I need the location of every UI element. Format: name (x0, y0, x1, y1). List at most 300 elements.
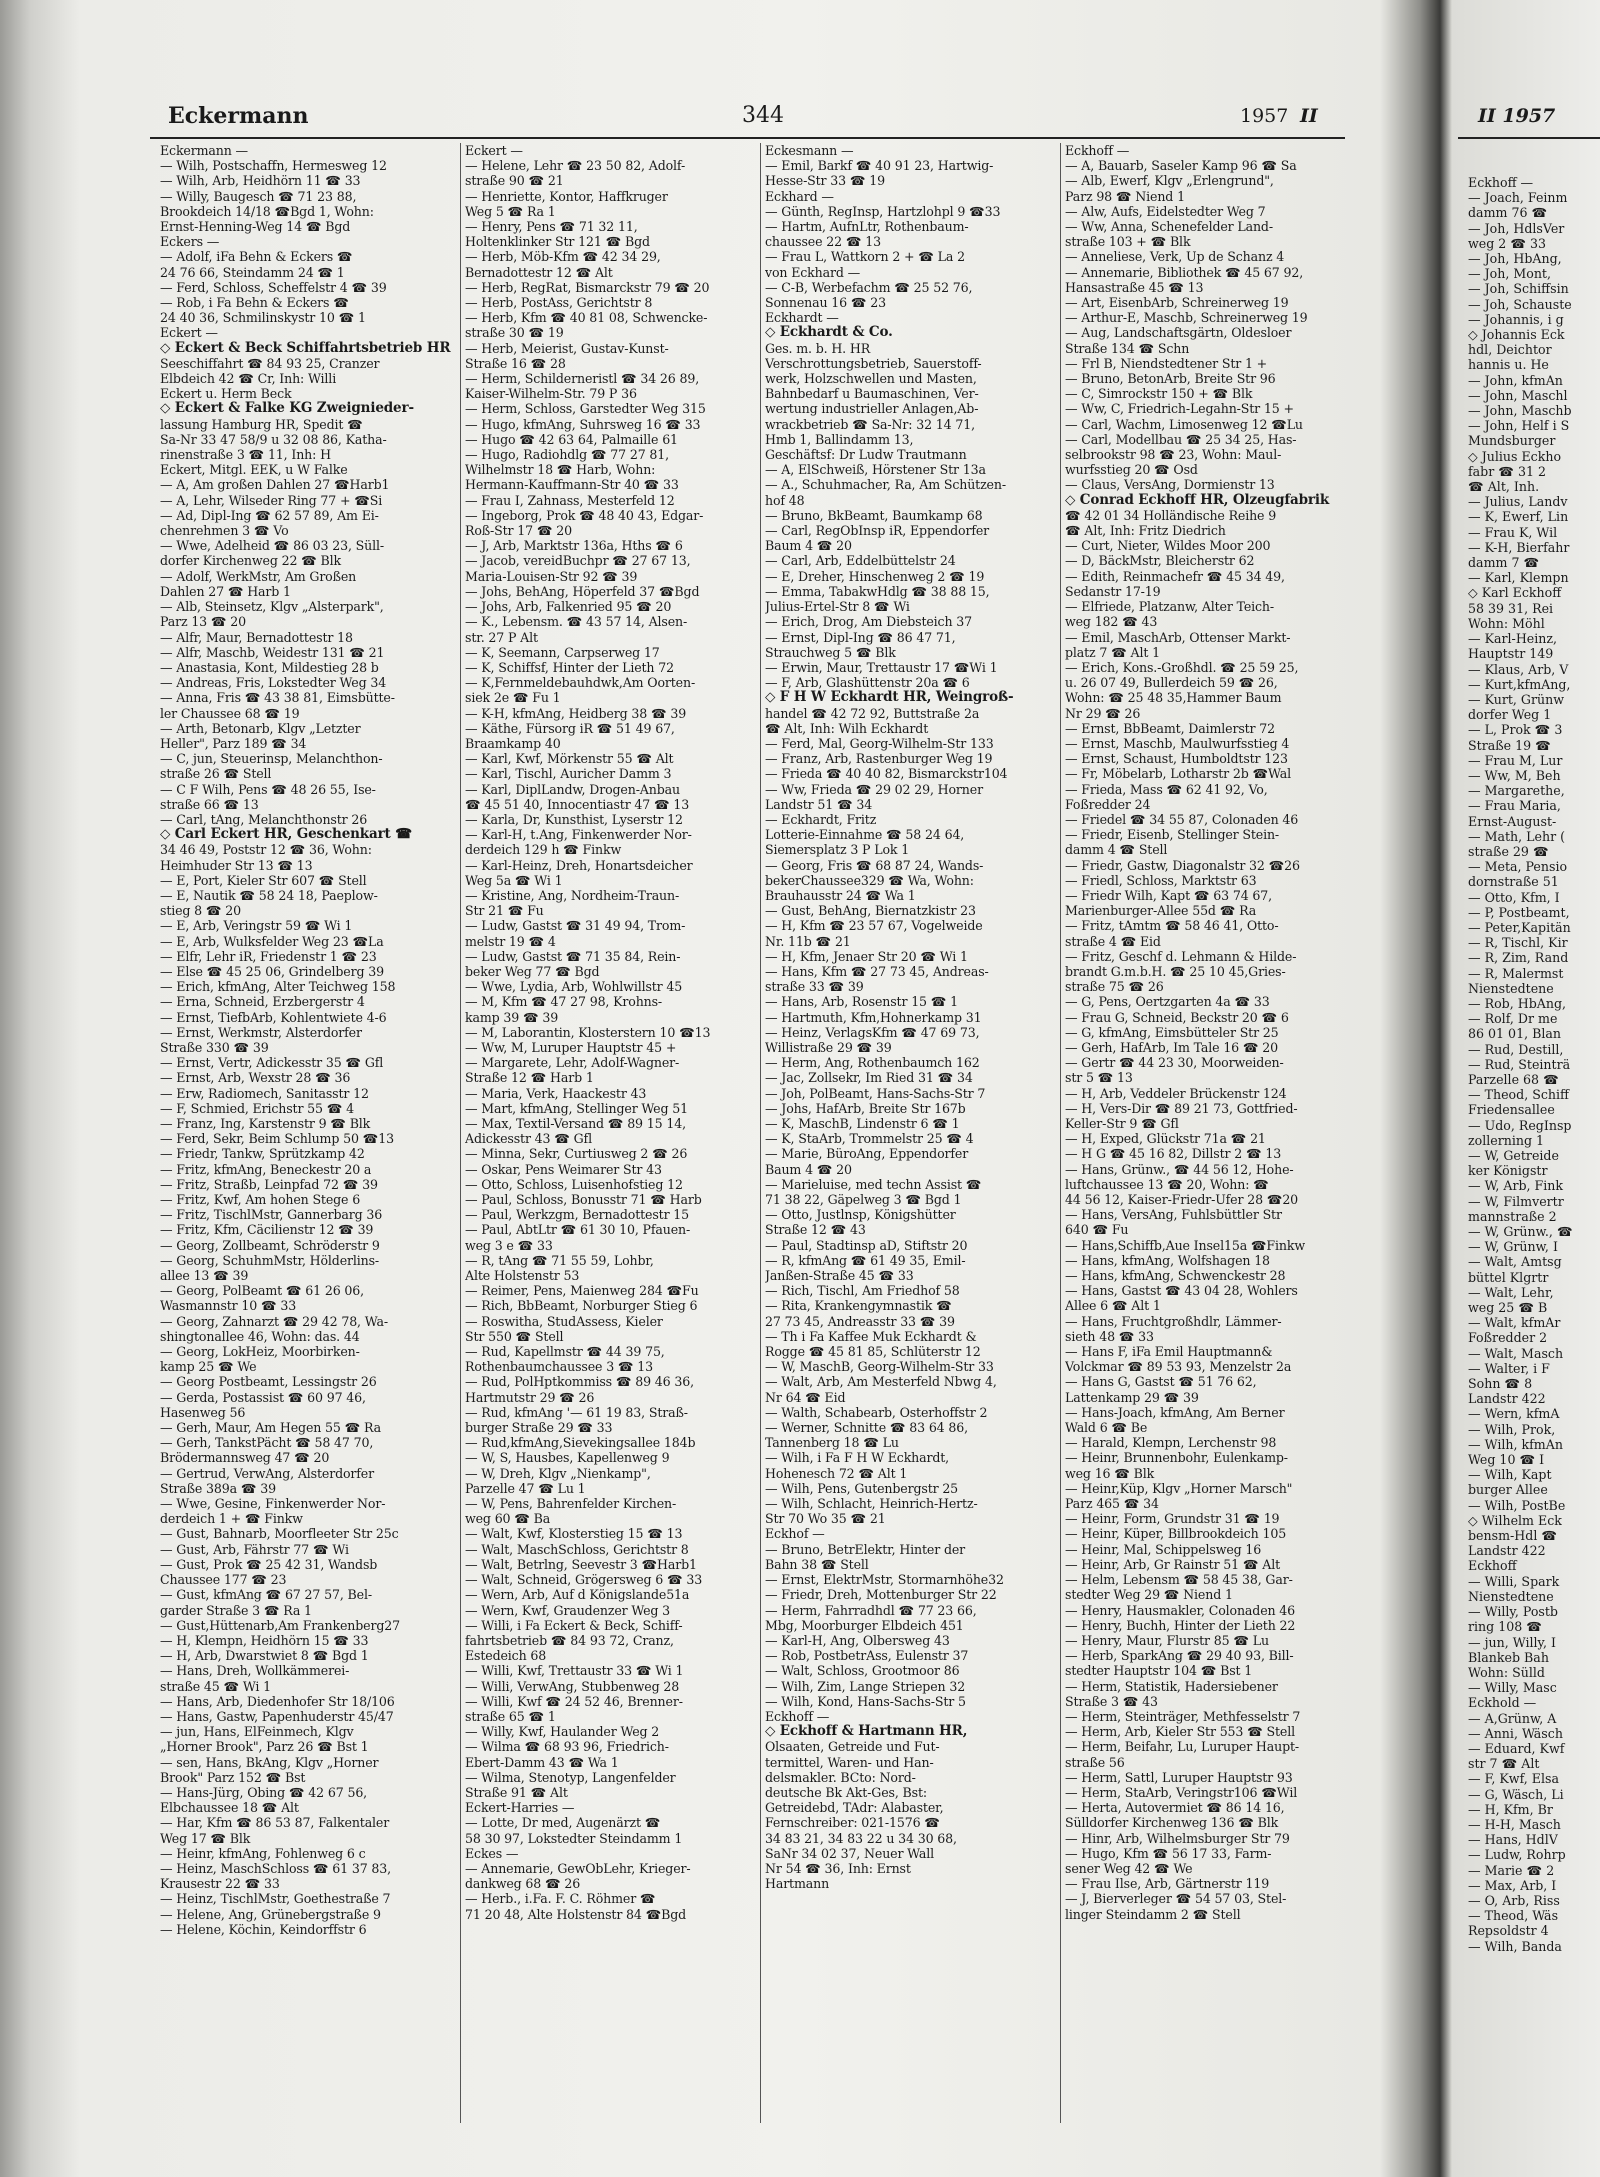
entry-line: — Else ☎ 45 25 06, Grindelberg 39 (160, 963, 384, 979)
entry-line: — Ernst, TiefbArb, Kohlentwiete 4-6 (160, 1009, 387, 1025)
entry-line: — Hugo, Radiohdlg ☎ 77 27 81, (465, 447, 669, 463)
entry-line: — Hans G, Gastst ☎ 51 76 62, (1065, 1374, 1257, 1390)
entry-line: chenrehmen 3 ☎ Vo (160, 523, 289, 539)
entry-line: — Carl, Arb, Eddelbüttelstr 24 (765, 553, 956, 569)
entry-line: — Karla, Dr, Kunsthist, Lyserstr 12 (465, 811, 683, 827)
entry-line: — Emil, MaschArb, Ottenser Markt- (1065, 629, 1291, 645)
entry-line: — Hans F, iFa Emil Hauptmann& (1065, 1344, 1273, 1360)
entry-line: — Wilh, Kapt (1468, 1467, 1552, 1483)
entry-line: — Fritz, Kfm, Cäcilienstr 12 ☎ 39 (160, 1222, 374, 1238)
entry-line: luftchaussee 13 ☎ 20, Wohn: ☎ (1065, 1176, 1269, 1192)
entry-line: — Walt, Betrlng, Seevestr 3 ☎Harb1 (465, 1556, 697, 1572)
entry-line: — Friedr, Eisenb, Stellinger Stein- (1065, 827, 1280, 843)
entry-line: — Hans, Gastw, Papenhuderstr 45/47 (160, 1708, 394, 1724)
entry-line: — Har, Kfm ☎ 86 53 87, Falkentaler (160, 1815, 390, 1831)
entry-line: Hansastraße 45 ☎ 13 (1065, 279, 1204, 295)
entry-line: — Heinr, Form, Grundstr 31 ☎ 19 (1065, 1511, 1280, 1527)
entry-line: — Walt, Masch (1468, 1345, 1564, 1361)
entry-line: — W, Pens, Bahrenfelder Kirchen- (465, 1496, 677, 1512)
entry-line: straße 45 ☎ Wi 1 (160, 1678, 272, 1694)
entry-line: str 5 ☎ 13 (1065, 1070, 1133, 1086)
entry-line: ☎ 45 51 40, Innocentiastr 47 ☎ 13 (465, 796, 690, 812)
entry-line: Weg 5 ☎ Ra 1 (465, 203, 556, 219)
entry-line: Straße 3 ☎ 43 (1065, 1693, 1158, 1709)
entry-line: dorfer Weg 1 (1468, 707, 1552, 723)
entry-line: — C, jun, Steuerinsp, Melanchthon- (160, 751, 383, 767)
entry-line: — Bruno, BkBeamt, Baumkamp 68 (765, 507, 983, 523)
entry-line: — Hans, Dreh, Wollkämmerei- (160, 1663, 350, 1679)
entry-line: Straße 12 ☎ Harb 1 (465, 1070, 594, 1086)
entry-line: Parz 13 ☎ 20 (160, 614, 247, 630)
entry-line: Alte Holstenstr 53 (465, 1268, 580, 1284)
entry-line: — O, Arb, Riss (1468, 1892, 1560, 1908)
volume-number: II (1300, 105, 1318, 127)
entry-line: weg 16 ☎ Blk (1065, 1465, 1155, 1481)
entry-line: — Hans, Gastst ☎ 43 04 28, Wohlers (1065, 1283, 1298, 1299)
entry-line: — Ww, Anna, Schenefelder Land- (1065, 219, 1273, 235)
entry-line: — Elfriede, Platzanw, Alter Teich- (1065, 599, 1274, 615)
entry-line: ◇ Karl Eckhoff (1468, 585, 1562, 601)
entry-line: Hmb 1, Ballindamm 13, (765, 431, 914, 447)
left-page (150, 95, 1390, 2125)
entry-line: — Wilh, PostBe (1468, 1497, 1566, 1513)
entry-line: — Georg, Zahnarzt ☎ 29 42 78, Wa- (160, 1313, 388, 1329)
entry-line: straße 103 + ☎ Blk (1065, 234, 1191, 250)
entry-line: deutsche Bk Akt-Ges, Bst: (765, 1784, 927, 1800)
entry-line: Getreidebd, TAdr: Alabaster, (765, 1800, 944, 1816)
entry-line: — Willi, Kwf, Trettaustr 33 ☎ Wi 1 (465, 1663, 684, 1679)
entry-line: — Hans, HdlV (1468, 1832, 1558, 1848)
entry-line: Verschrottungsbetrieb, Sauerstoff- (765, 355, 982, 371)
entry-line: — Karl-Heinz, (1468, 631, 1558, 647)
entry-line: ◇ Julius Eckho (1468, 448, 1562, 464)
entry-line: — E, Nautik ☎ 58 24 18, Paeplow- (160, 887, 378, 903)
entry-line: — Gerh, TankstPächt ☎ 58 47 70, (160, 1435, 374, 1451)
entry-line: — Johs, BehAng, Höperfeld 37 ☎Bgd (465, 583, 700, 599)
entry-line: Friedensallee (1468, 1102, 1555, 1118)
entry-line: ring 108 ☎ (1468, 1619, 1542, 1635)
entry-line: — Fritz, kfmAng, Beneckestr 20 a (160, 1161, 372, 1177)
entry-line: dorfer Kirchenweg 22 ☎ Blk (160, 553, 342, 569)
entry-line: — Max, Textil-Versand ☎ 89 15 14, (465, 1116, 686, 1131)
entry-line: — Walt, Amtsg (1468, 1254, 1562, 1270)
entry-line: — John, Maschl (1468, 387, 1568, 403)
entry-line: — K, StaArb, Trommelstr 25 ☎ 4 (765, 1131, 974, 1147)
entry-line: — Anneliese, Verk, Up de Schanz 4 (1065, 249, 1285, 265)
entry-line: — W, Getreide (1468, 1148, 1559, 1163)
entry-line: ◇ Eckert & Beck Schiffahrtsbetrieb HR (160, 340, 451, 356)
entry-line: Eckers — (160, 234, 220, 250)
entry-line: hof 48 (765, 492, 805, 508)
entry-line: — Ludw, Gastst ☎ 31 49 94, Trom- (465, 918, 686, 934)
entry-line: Volckmar ☎ 89 53 93, Menzelstr 2a (1065, 1359, 1292, 1375)
entry-line: lassung Hamburg HR, Spedit ☎ (160, 416, 363, 432)
entry-line: — Wilh, Schlacht, Heinrich-Hertz- (765, 1496, 978, 1512)
entry-line: ◇ Conrad Eckhoff HR, Olzeugfabrik (1065, 492, 1330, 508)
entry-line: — Herb., i.Fa. F. C. Röhmer ☎ (465, 1891, 656, 1907)
entry-line: — Herb, Meierist, Gustav-Kunst- (465, 340, 669, 356)
entry-line: — Ferd, Mal, Georg-Wilhelm-Str 133 (765, 735, 994, 751)
entry-line: Parz 465 ☎ 34 (1065, 1496, 1159, 1512)
entry-line: — Ww, M, Luruper Hauptstr 45 + (465, 1039, 677, 1055)
entry-line: weg 3 e ☎ 33 (465, 1237, 553, 1253)
entry-line: ◇ Johannis Eck (1468, 327, 1565, 343)
entry-line: Sedanstr 17-19 (1065, 583, 1161, 599)
entry-line: Repsoldstr 4 (1468, 1923, 1549, 1939)
entry-line: — Otto, Schloss, Luisenhofstieg 12 (465, 1176, 683, 1192)
entry-line: Brook" Parz 152 ☎ Bst (160, 1769, 306, 1785)
entry-line: von Eckhard — (765, 264, 861, 280)
entry-line: Sohn ☎ 8 (1468, 1376, 1533, 1392)
entry-line: Sonnenau 16 ☎ 23 (765, 295, 886, 311)
entry-line: Brauhausstr 24 ☎ Wa 1 (765, 887, 916, 903)
entry-line: 34 46 49, Poststr 12 ☎ 36, Wohn: (160, 842, 372, 858)
entry-line: — Otto, Kfm, I (1468, 889, 1560, 905)
entry-line: — E, Dreher, Hinschenweg 2 ☎ 19 (765, 568, 985, 584)
entry-line: Sülldorfer Kirchenweg 136 ☎ Blk (1065, 1815, 1279, 1831)
entry-line: — C, Simrockstr 150 + ☎ Blk (1065, 386, 1253, 402)
entry-line: — Th i Fa Kaffee Muk Eckhardt & (765, 1328, 977, 1344)
entry-line: ☎ 42 01 34 Holländische Reihe 9 (1065, 507, 1277, 523)
entry-line: — R, Tischl, Kir (1468, 935, 1568, 951)
entry-line: — K, Schiffsf, Hinter der Lieth 72 (465, 659, 674, 675)
entry-line: — Helm, Lebensm ☎ 58 45 38, Gar- (1065, 1572, 1293, 1588)
entry-line: Eckhard — (765, 188, 834, 204)
entry-line: — Anastasia, Kont, Mildestieg 28 b (160, 659, 379, 675)
entry-line: — Henry, Pens ☎ 71 32 11, (465, 219, 638, 235)
entry-line: Straße 16 ☎ 28 (465, 355, 566, 371)
entry-line: shingtonallee 46, Wohn: das. 44 (160, 1328, 360, 1344)
entry-line: Rothenbaumchaussee 3 ☎ 13 (465, 1359, 654, 1375)
entry-line: Seeschiffahrt ☎ 84 93 25, Cranzer (160, 355, 380, 371)
entry-line: — Rich, BbBeamt, Norburger Stieg 6 (465, 1298, 698, 1314)
entry-line: — Henry, Maur, Flurstr 85 ☎ Lu (1065, 1632, 1269, 1648)
entry-line: 44 56 12, Kaiser-Friedr-Ufer 28 ☎20 (1065, 1192, 1299, 1208)
entry-line: Krausestr 22 ☎ 33 (160, 1876, 280, 1892)
entry-line: — Bruno, BetrElektr, Hinter der (765, 1541, 966, 1557)
entry-line: dankweg 68 ☎ 26 (465, 1876, 581, 1892)
entry-line: ◇ Eckert & Falke KG Zweignieder- (160, 401, 414, 417)
entry-line: burger Allee (1468, 1482, 1548, 1498)
entry-line: — Wilh, kfmAn (1468, 1436, 1563, 1452)
entry-line: — Willi, Kwf ☎ 24 52 46, Brenner- (465, 1693, 683, 1709)
entry-line: — Herm, Schilderneristl ☎ 34 26 89, (465, 371, 700, 387)
entry-line: — Ad, Dipl-Ing ☎ 62 57 89, Am Ei- (160, 507, 379, 523)
entry-line: — Erwin, Maur, Trettaustr 17 ☎Wi 1 (765, 659, 998, 675)
entry-line: — Hans-Joach, kfmAng, Am Berner (1065, 1404, 1285, 1420)
entry-line: — W, S, Hausbes, Kapellenweg 9 (465, 1450, 670, 1466)
entry-line: — Karl-H, t.Ang, Finkenwerder Nor- (465, 827, 692, 843)
entry-line: — Hans, Arb, Rosenstr 15 ☎ 1 (765, 994, 959, 1010)
entry-line: — Karl-H, Ang, Olbersweg 43 (765, 1632, 950, 1648)
entry-line: — Ernst, Schaust, Humboldtstr 123 (1065, 751, 1288, 767)
entry-line: — Ferd, Schloss, Scheffelstr 4 ☎ 39 (160, 279, 387, 295)
entry-line: — Fritz, Straßb, Leinpfad 72 ☎ 39 (160, 1176, 378, 1192)
entry-line: — Reimer, Pens, Maienweg 284 ☎Fu (465, 1283, 699, 1299)
entry-line: — Rud,kfmAng,Sievekingsallee 184b (465, 1435, 696, 1451)
entry-line: — M, Kfm ☎ 47 27 98, Krohns- (465, 994, 663, 1010)
entry-line: — Joach, Feinm (1468, 190, 1568, 206)
entry-line: — Hans, kfmAng, Schwenckestr 28 (1065, 1268, 1286, 1284)
entry-line: derdeich 129 h ☎ Finkw (465, 842, 622, 858)
entry-line: — Rud, PolHptkommiss ☎ 89 46 36, (465, 1374, 694, 1390)
entry-line: — Willi, Spark (1468, 1573, 1560, 1589)
entry-line: — Peter,Kapitän (1468, 919, 1571, 935)
entry-line: — Karl, Tischl, Auricher Damm 3 (465, 766, 672, 782)
entry-line: — L, Prok ☎ 3 (1468, 722, 1563, 738)
entry-line: — Ernst, Werkmstr, Alsterdorfer (160, 1024, 362, 1040)
entry-line: — Alfr, Maur, Bernadottestr 18 (160, 629, 353, 645)
entry-line: — Hans-Jürg, Obing ☎ 42 67 56, (160, 1784, 368, 1800)
entry-line: — Herta, Autovermiet ☎ 86 14 16, (1065, 1800, 1285, 1816)
entry-line: — G, Pens, Oertzgarten 4a ☎ 33 (1065, 994, 1270, 1010)
entry-line: — Herm, Beifahr, Lu, Luruper Haupt- (1065, 1739, 1300, 1755)
entry-line: — Anni, Wäsch (1468, 1725, 1563, 1741)
entry-line: 58 39 31, Rei (1468, 600, 1554, 616)
entry-line: Ebert-Damm 43 ☎ Wa 1 (465, 1754, 619, 1770)
right-page-fragment (1458, 95, 1600, 2125)
entry-line: Nr 29 ☎ 26 (1065, 705, 1141, 721)
entry-line: — H G ☎ 45 16 82, Dillstr 2 ☎ 13 (1065, 1146, 1282, 1162)
entry-line: — Gust, Prok ☎ 25 42 31, Wandsb (160, 1556, 378, 1572)
entry-line: fabr ☎ 31 2 (1468, 463, 1546, 479)
entry-line: ler Chaussee 68 ☎ 19 (160, 705, 300, 721)
entry-line: — John, kfmAn (1468, 372, 1563, 388)
entry-line: — C-B, Werbefachm ☎ 25 52 76, (765, 279, 973, 295)
entry-line: — H, Arb, Dwarstwiet 8 ☎ Bgd 1 (160, 1648, 369, 1664)
entry-line: — jun, Willy, I (1468, 1634, 1556, 1650)
entry-line: — Jac, Zollsekr, Im Ried 31 ☎ 34 (765, 1070, 973, 1086)
entry-line: — Alw, Aufs, Eidelstedter Weg 7 (1065, 203, 1266, 219)
entry-line: stedter Hauptstr 104 ☎ Bst 1 (1065, 1663, 1253, 1679)
entry-line: — Karl, DiplLandw, Drogen-Anbau (465, 781, 680, 797)
entry-line: Landstr 422 (1468, 1391, 1546, 1407)
entry-line: Nr. 11b ☎ 21 (765, 933, 851, 949)
entry-line: — Theod, Schiff (1468, 1087, 1569, 1103)
entry-line: — Gertrud, VerwAng, Alsterdorfer (160, 1465, 374, 1481)
entry-line: — Friedr, Tankw, Sprützkamp 42 (160, 1146, 365, 1162)
entry-line: — Wwe, Gesine, Finkenwerder Nor- (160, 1496, 386, 1512)
entry-line: Eckhold — (1468, 1695, 1537, 1711)
entry-line: — Frau Ilse, Arb, Gärtnerstr 119 (1065, 1876, 1270, 1892)
entry-line: — Heinz, MaschSchloss ☎ 61 37 83, (160, 1860, 391, 1876)
entry-line: — Rob, i Fa Behn & Eckers ☎ (160, 295, 349, 311)
entry-line: derdeich 1 + ☎ Finkw (160, 1511, 303, 1527)
entry-line: — R, kfmAng ☎ 61 49 35, Emil- (765, 1252, 966, 1268)
entry-line: — H, Kfm, Br (1468, 1801, 1553, 1817)
entry-line: Siemersplatz 3 P Lok 1 (765, 842, 910, 858)
entry-line: Eckhoff — (765, 1708, 830, 1724)
entry-line: wertung industrieller Anlagen,Ab- (765, 401, 979, 417)
entry-line: — Julius, Landv (1468, 494, 1568, 510)
entry-line: — Ernst, Maschb, Maulwurfsstieg 4 (1065, 735, 1290, 751)
entry-line: — Theod, Wäs (1468, 1908, 1559, 1924)
column-4 (1060, 143, 1361, 2123)
entry-line: — Hans, VersAng, Fuhlsbüttler Str (1065, 1207, 1282, 1223)
entry-line: Hartmann (765, 1876, 830, 1892)
entry-line: — W, Arb, Fink (1468, 1178, 1564, 1194)
entry-line: 34 83 21, 34 83 22 u 34 30 68, (765, 1830, 957, 1846)
page-header (150, 95, 1345, 139)
entry-line: — Walt, Schneid, Grögersweg 6 ☎ 33 (465, 1572, 703, 1588)
entry-line: — C F Wilh, Pens ☎ 48 26 55, Ise- (160, 781, 376, 797)
entry-line: — Alb, Steinsetz, Klgv „Alsterpark", (160, 599, 384, 615)
entry-line: Eckes — (465, 1845, 519, 1861)
entry-line: — Rolf, Dr me (1468, 1011, 1558, 1027)
entry-line: — Frieda ☎ 40 40 82, Bismarckstr104 (765, 766, 1008, 782)
entry-line: sener Weg 42 ☎ We (1065, 1860, 1193, 1876)
entry-line: — Erna, Schneid, Erzbergerstr 4 (160, 994, 365, 1010)
entry-line: Eckert — (160, 325, 218, 341)
entry-line: — Käthe, Fürsorg iR ☎ 51 49 67, (465, 720, 675, 736)
entry-line: — Günth, RegInsp, Hartzlohpl 9 ☎33 (765, 203, 1001, 219)
entry-line: — Franz, Arb, Rastenburger Weg 19 (765, 751, 993, 767)
entry-line: zollerning 1 (1468, 1132, 1545, 1148)
entry-line: — Ferd, Sekr, Beim Schlump 50 ☎13 (160, 1131, 394, 1147)
entry-line: — Rud, Kapellmstr ☎ 44 39 75, (465, 1344, 665, 1360)
entry-line: Wohn: Möhl (1468, 615, 1545, 631)
entry-line: — Joh, HdlsVer (1468, 220, 1565, 236)
entry-line: — W, MaschB, Georg-Wilhelm-Str 33 (765, 1359, 994, 1375)
entry-line: Brookdeich 14/18 ☎Bgd 1, Wohn: (160, 203, 374, 219)
entry-line: — Joh, HbAng, (1468, 251, 1562, 267)
entry-line: — Ludw, Gastst ☎ 71 35 84, Rein- (465, 948, 681, 964)
entry-line: — Herb, SparkAng ☎ 29 40 93, Bill- (1065, 1648, 1294, 1664)
entry-line: selbrookstr 98 ☎ 23, Wohn: Maul- (1065, 447, 1282, 463)
entry-line: 71 38 22, Gäpelweg 3 ☎ Bgd 1 (765, 1192, 962, 1208)
entry-line: — Walt, Schloss, Grootmoor 86 (765, 1663, 960, 1679)
entry-line: 58 30 97, Lokstedter Steindamm 1 (465, 1830, 683, 1846)
entry-line: — F, Kwf, Elsa (1468, 1771, 1559, 1787)
entry-line: — Friedr Wilh, Kapt ☎ 63 74 67, (1065, 887, 1272, 903)
entry-line: — Marie ☎ 2 (1468, 1862, 1555, 1878)
entry-line: — Hans, Arb, Diedenhofer Str 18/106 (160, 1693, 395, 1709)
entry-line: — Arthur-E, Maschb, Schreinerweg 19 (1065, 310, 1308, 326)
entry-line: Eckhardt — (765, 310, 839, 326)
entry-line: Nr 64 ☎ Eid (765, 1389, 846, 1405)
entry-line: — Joh, Mont, (1468, 266, 1551, 282)
entry-line: — John, Helf i S (1468, 418, 1570, 434)
entry-line: — Rita, Krankengymnastik ☎ (765, 1298, 952, 1314)
entry-line: — H, Kfm, Jenaer Str 20 ☎ Wi 1 (765, 948, 968, 964)
entry-line: — Walt, Kwf, Klosterstieg 15 ☎ 13 (465, 1526, 683, 1542)
entry-line: — G, Wäsch, Li (1468, 1786, 1564, 1802)
entry-line: — Hans, Kfm ☎ 27 73 45, Andreas- (765, 963, 989, 979)
entry-line: — Helene, Köchin, Keindorffstr 6 (160, 1921, 367, 1937)
entry-line: — Heinr, Küper, Billbrookdeich 105 (1065, 1526, 1287, 1542)
entry-line: — Willi, i Fa Eckert & Beck, Schiff- (465, 1617, 683, 1633)
entry-line: bensm-Hdl ☎ (1468, 1528, 1558, 1544)
entry-line: — G, kfmAng, Eimsbütteler Str 25 (1065, 1024, 1279, 1040)
entry-line: — Eduard, Kwf (1468, 1740, 1565, 1756)
entry-line: weg 182 ☎ 43 (1065, 614, 1158, 630)
entry-line: werk, Holzschwellen und Masten, (765, 371, 977, 387)
entry-line: Hauptstr 149 (1468, 646, 1554, 662)
entry-line: Weg 17 ☎ Blk (160, 1830, 251, 1846)
entry-line: — Henriette, Kontor, Haffkruger (465, 188, 668, 204)
directory-year: 1957 (1240, 105, 1289, 127)
entry-line: Eckhoff — (1065, 143, 1130, 158)
entry-line: wurfsstieg 20 ☎ Osd (1065, 462, 1198, 478)
entry-line: weg 2 ☎ 33 (1468, 235, 1547, 251)
entry-line: — Gerh, Maur, Am Hegen 55 ☎ Ra (160, 1420, 382, 1436)
entry-line: Lotterie-Einnahme ☎ 58 24 64, (765, 827, 965, 843)
entry-line: — Willy, Postb (1468, 1604, 1558, 1620)
entry-line: — Paul, Werkzgm, Bernadottestr 15 (465, 1207, 690, 1223)
entry-line: ◇ Carl Eckert HR, Geschenkart ☎ (160, 827, 412, 843)
entry-line: Heimhuder Str 13 ☎ 13 (160, 857, 313, 873)
entry-line: — H, Vers-Dir ☎ 89 21 73, Gottfried- (1065, 1100, 1298, 1116)
entry-line: straße 4 ☎ Eid (1065, 933, 1161, 949)
entry-line: — Walth, Schabearb, Osterhoffstr 2 (765, 1404, 988, 1420)
entry-line: — Joh, Schiffsin (1468, 281, 1569, 297)
entry-line: — Kristine, Ang, Nordheim-Traun- (465, 887, 680, 903)
entry-line: — Elfr, Lehr iR, Friedenstr 1 ☎ 23 (160, 948, 377, 964)
entry-line: Wald 6 ☎ Be (1065, 1420, 1148, 1436)
entry-line: Roß-Str 17 ☎ 20 (465, 523, 572, 539)
entry-line: Julius-Ertel-Str 8 ☎ Wi (765, 599, 910, 615)
entry-line: — Max, Arb, I (1468, 1877, 1557, 1893)
columns-area (160, 143, 1355, 2123)
entry-line: Straße 134 ☎ Schn (1065, 340, 1190, 356)
entry-line: — Emma, TabakwHdlg ☎ 38 88 15, (765, 583, 990, 599)
entry-line: Eckert, Mitgl. EEK, u W Falke (160, 462, 348, 478)
entry-line: — Friedr, Dreh, Mottenburger Str 22 (765, 1587, 997, 1603)
entry-line: — Joh, Schauste (1468, 296, 1572, 312)
entry-line: u. 26 07 49, Bullerdeich 59 ☎ 26, (1065, 675, 1278, 691)
entry-line: brandt G.m.b.H. ☎ 25 10 45,Gries- (1065, 963, 1286, 979)
entry-line: — Wilh, Zim, Lange Striepen 32 (765, 1678, 966, 1694)
entry-line: — Margarete, Lehr, Adolf-Wagner- (465, 1055, 680, 1071)
entry-line: Strauchweg 5 ☎ Blk (765, 644, 896, 660)
entry-line: straße 66 ☎ 13 (160, 796, 259, 812)
entry-line: — Frl B, Niendstedtener Str 1 + (1065, 355, 1268, 371)
entry-line: — Mart, kfmAng, Stellinger Weg 51 (465, 1100, 688, 1116)
entry-line: Eckhoff — (1468, 175, 1534, 190)
entry-line: Blankeb Bah (1468, 1649, 1549, 1665)
entry-line: — Wilh, Prok, (1468, 1421, 1556, 1437)
column-2 (460, 143, 761, 2123)
entry-line: Bahnbedarf u Baumaschinen, Ver- (765, 386, 979, 402)
entry-line: Chaussee 177 ☎ 23 (160, 1572, 287, 1588)
entry-line: straße 26 ☎ Stell (160, 766, 272, 782)
entry-line: fahrtsbetrieb ☎ 84 93 72, Cranz, (465, 1632, 674, 1648)
entry-line: — Wilma ☎ 68 93 96, Friedrich- (465, 1739, 669, 1755)
entry-line: Willistraße 29 ☎ 39 (765, 1039, 892, 1055)
entry-line: — Herb, RegRat, Bismarckstr 79 ☎ 20 (465, 279, 710, 295)
entry-line: büttel Klgrtr (1468, 1269, 1549, 1285)
running-head-name: Eckermann (168, 103, 309, 129)
entry-line: — Erich, kfmAng, Alter Teichweg 158 (160, 979, 396, 995)
entry-line: — Henry, Buchh, Hinter der Lieth 22 (1065, 1617, 1296, 1633)
entry-line: wrackbetrieb ☎ Sa-Nr: 32 14 71, (765, 416, 975, 432)
entry-line: termittel, Waren- und Han- (765, 1754, 934, 1770)
entry-line: Wasmannstr 10 ☎ 33 (160, 1298, 297, 1314)
entry-line: — Roswitha, StudAssess, Kieler (465, 1313, 663, 1329)
entry-line: — Adolf, iFa Behn & Eckers ☎ (160, 249, 353, 265)
entry-line: „Horner Brook", Parz 26 ☎ Bst 1 (160, 1739, 369, 1755)
entry-line: — Hugo, kfmAng, Suhrsweg 16 ☎ 33 (465, 416, 701, 432)
entry-line: straße 33 ☎ 39 (765, 979, 864, 995)
entry-line: — Edith, Reinmachefr ☎ 45 34 49, (1065, 568, 1285, 584)
entry-line: burger Straße 29 ☎ 33 (465, 1420, 613, 1436)
entry-line: Eckesmann — (765, 143, 854, 158)
entry-line: — R, Zim, Rand (1468, 950, 1569, 966)
entry-line: Adickesstr 43 ☎ Gfl (465, 1131, 592, 1147)
entry-line: — Walt, Lehr, (1468, 1284, 1554, 1300)
entry-line: 86 01 01, Blan (1468, 1026, 1561, 1042)
entry-line: Str 550 ☎ Stell (465, 1328, 564, 1344)
